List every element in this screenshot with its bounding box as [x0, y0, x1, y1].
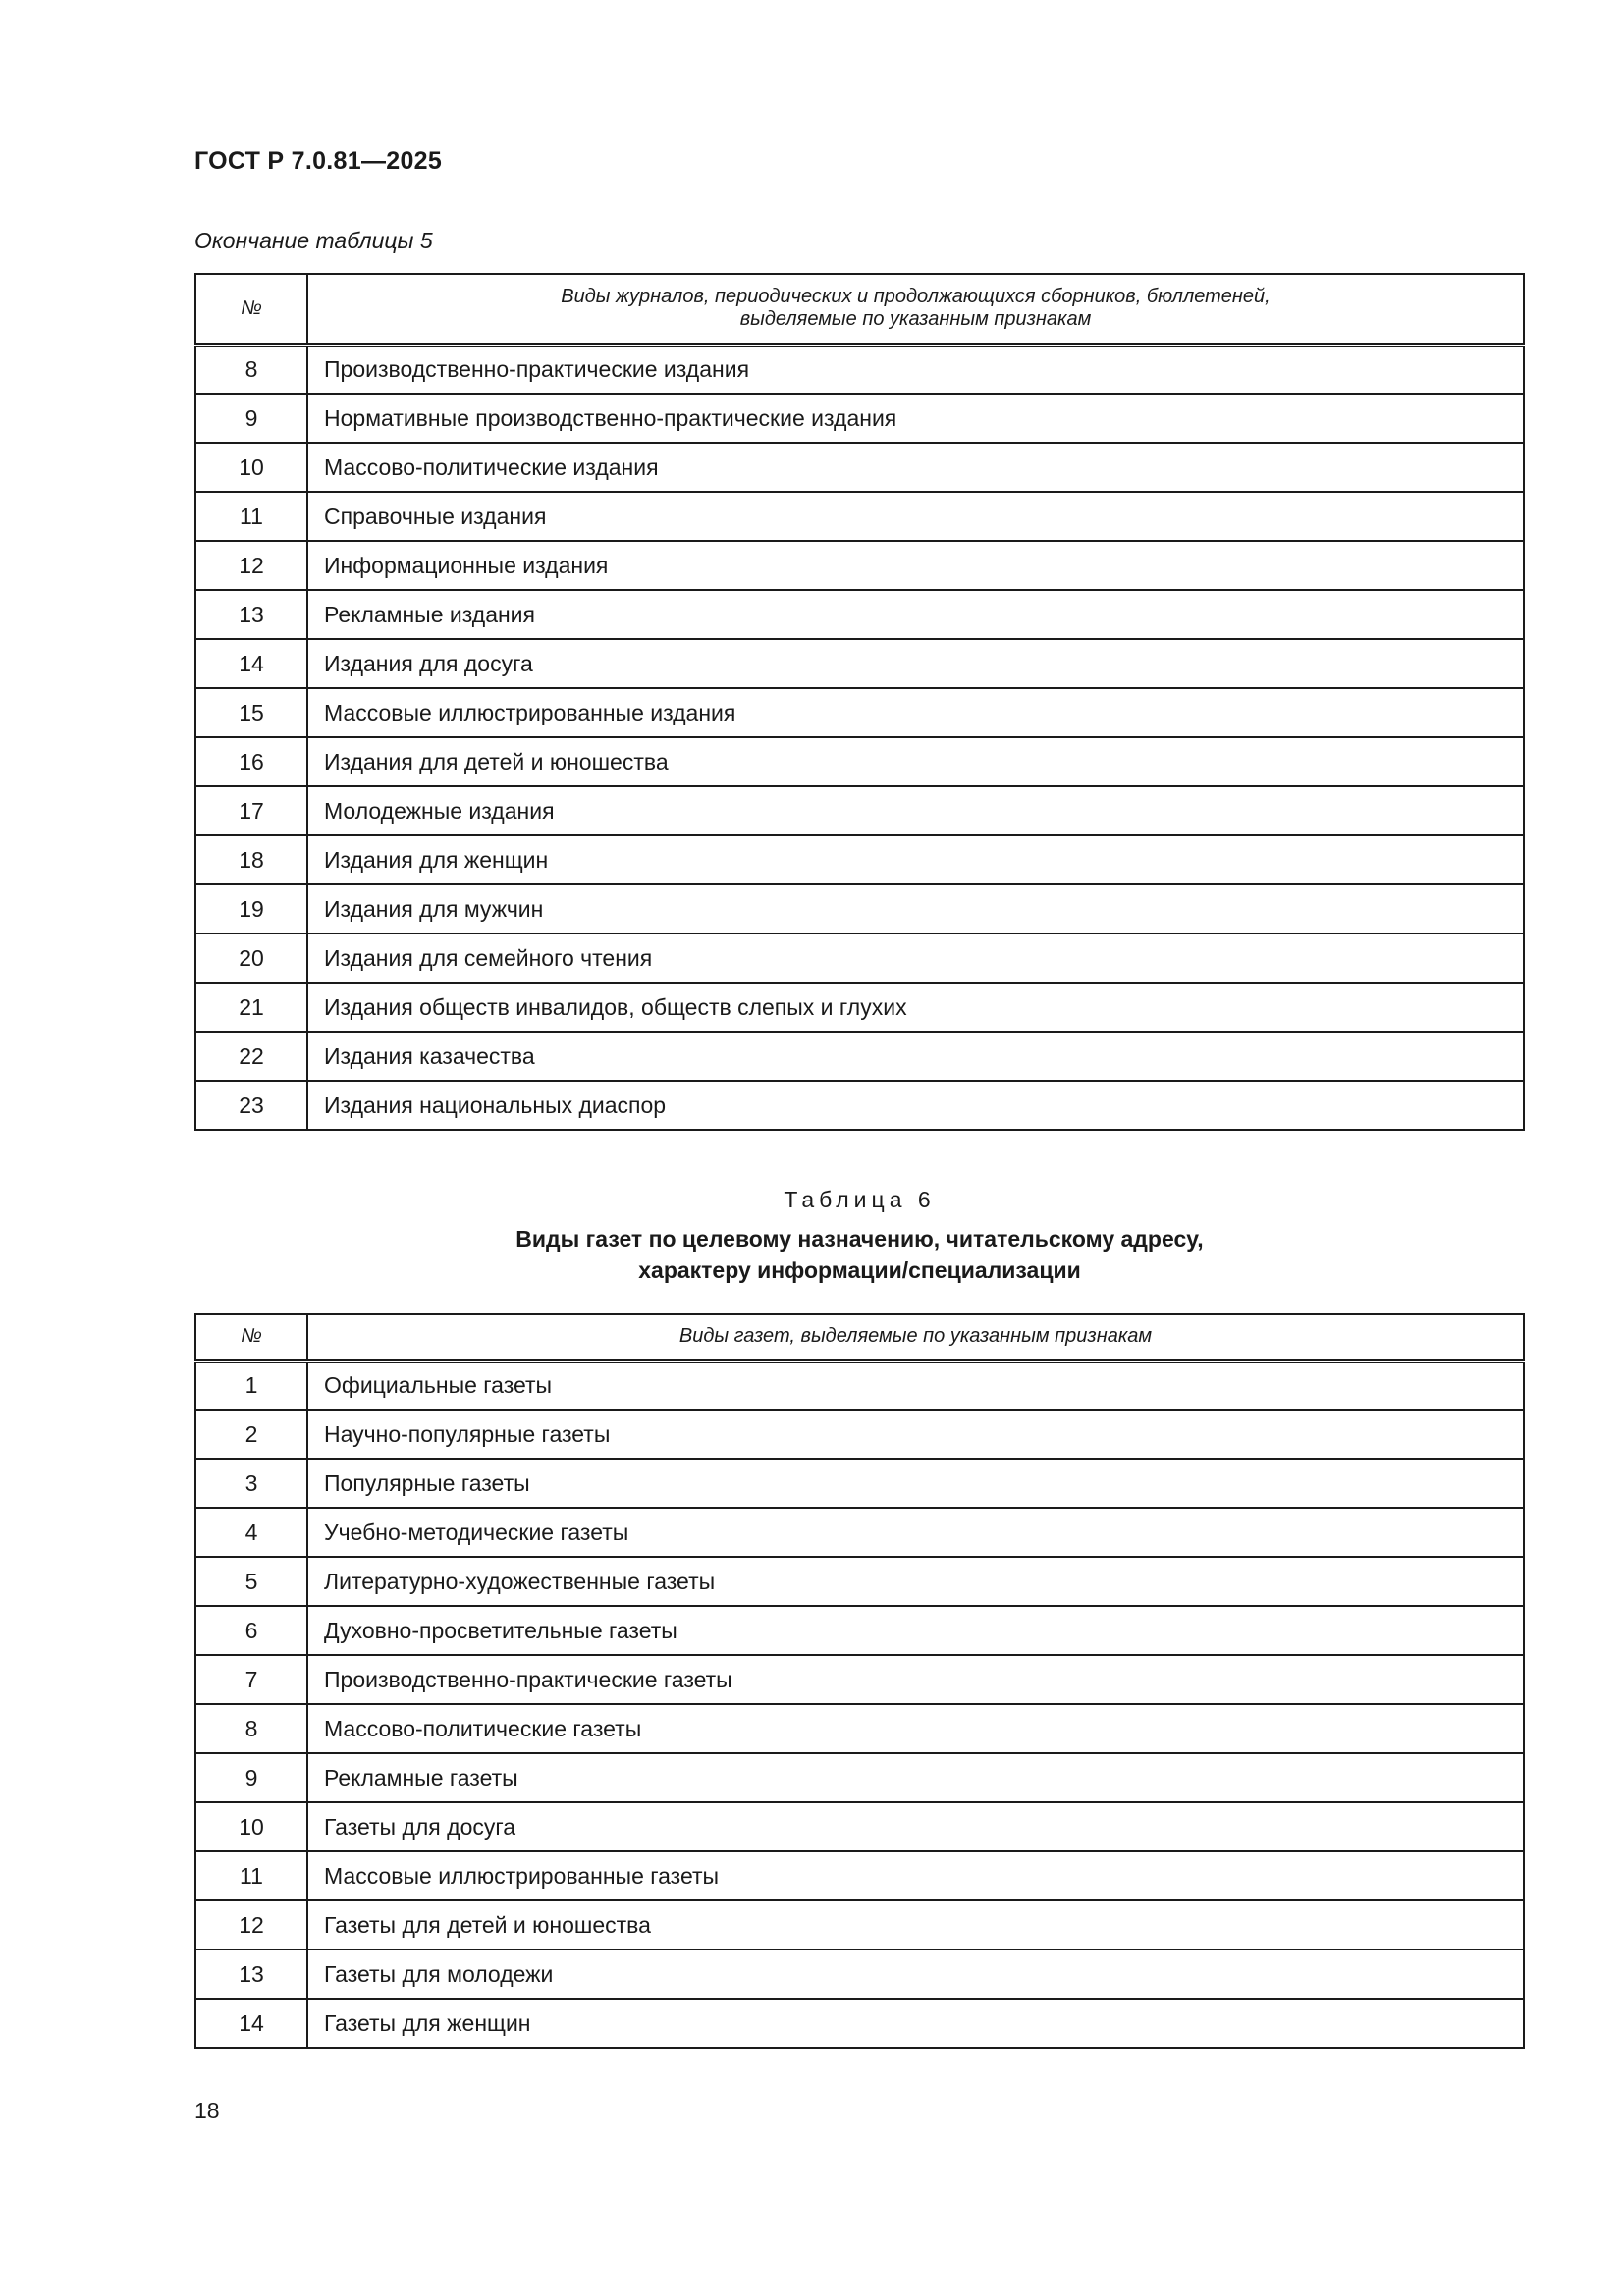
row-text: Массовые иллюстрированные издания — [307, 688, 1524, 737]
row-text: Популярные газеты — [307, 1459, 1524, 1508]
row-number: 21 — [195, 983, 307, 1032]
row-number: 9 — [195, 1753, 307, 1802]
table5-header-desc-line1: Виды журналов, периодических и продолжающихся сборников, бюллетеней, — [561, 286, 1271, 308]
row-number: 19 — [195, 884, 307, 934]
table-row — [195, 934, 1524, 983]
table-row — [195, 590, 1524, 639]
table-row — [195, 443, 1524, 492]
table6-label: Таблица 6 — [784, 1187, 936, 1212]
row-number: 7 — [195, 1655, 307, 1704]
table-row — [195, 884, 1524, 934]
table-row — [195, 1949, 1524, 1999]
table6 — [194, 1313, 1525, 2049]
table-row — [195, 1410, 1524, 1459]
table-row — [195, 1900, 1524, 1949]
row-text: Массовые иллюстрированные газеты — [307, 1851, 1524, 1900]
row-number: 14 — [195, 639, 307, 688]
row-text: Рекламные газеты — [307, 1753, 1524, 1802]
table6-title — [194, 1223, 1525, 1286]
row-number: 8 — [195, 345, 307, 394]
row-number: 8 — [195, 1704, 307, 1753]
table-row — [195, 394, 1524, 443]
table-row — [195, 639, 1524, 688]
table6-title-line2: характеру информации/специализации — [638, 1257, 1081, 1283]
row-text: Газеты для молодежи — [307, 1949, 1524, 1999]
row-number: 11 — [195, 492, 307, 541]
row-text: Информационные издания — [307, 541, 1524, 590]
row-text: Издания для детей и юношества — [307, 737, 1524, 786]
table5-header-desc — [307, 274, 1524, 345]
row-text: Массово-политические издания — [307, 443, 1524, 492]
table5 — [194, 273, 1525, 1131]
table-row — [195, 1802, 1524, 1851]
table-row — [195, 1999, 1524, 2048]
row-text: Газеты для женщин — [307, 1999, 1524, 2048]
table6-header-row — [195, 1314, 1524, 1361]
row-text: Нормативные производственно-практические издания — [307, 394, 1524, 443]
row-number: 10 — [195, 1802, 307, 1851]
table-row — [195, 786, 1524, 835]
row-text: Литературно-художественные газеты — [307, 1557, 1524, 1606]
page-number: 18 — [194, 2098, 220, 2123]
row-number: 16 — [195, 737, 307, 786]
row-number: 3 — [195, 1459, 307, 1508]
row-text: Рекламные издания — [307, 590, 1524, 639]
table-row — [195, 1557, 1524, 1606]
table-row — [195, 1753, 1524, 1802]
table-row — [195, 688, 1524, 737]
table-row — [195, 737, 1524, 786]
row-text: Издания для досуга — [307, 639, 1524, 688]
row-number: 12 — [195, 1900, 307, 1949]
row-text: Издания обществ инвалидов, обществ слепых и глухих — [307, 983, 1524, 1032]
table-row — [195, 1851, 1524, 1900]
row-number: 20 — [195, 934, 307, 983]
row-text: Справочные издания — [307, 492, 1524, 541]
row-number: 23 — [195, 1081, 307, 1130]
row-text: Учебно-методические газеты — [307, 1508, 1524, 1557]
table6-header-desc: Виды газет, выделяемые по указанным признакам — [307, 1314, 1524, 1361]
table-row — [195, 1459, 1524, 1508]
row-number: 22 — [195, 1032, 307, 1081]
row-number: 12 — [195, 541, 307, 590]
row-number: 15 — [195, 688, 307, 737]
table-row — [195, 1655, 1524, 1704]
table-row — [195, 983, 1524, 1032]
row-text: Газеты для досуга — [307, 1802, 1524, 1851]
row-number: 10 — [195, 443, 307, 492]
row-number: 17 — [195, 786, 307, 835]
row-number: 5 — [195, 1557, 307, 1606]
row-number: 11 — [195, 1851, 307, 1900]
row-number: 13 — [195, 590, 307, 639]
table-row — [195, 835, 1524, 884]
row-text: Производственно-практические издания — [307, 345, 1524, 394]
row-text: Газеты для детей и юношества — [307, 1900, 1524, 1949]
table-row — [195, 1361, 1524, 1410]
row-text: Издания для мужчин — [307, 884, 1524, 934]
table5-header-desc-line2: выделяемые по указанным признакам — [739, 308, 1092, 331]
row-text: Официальные газеты — [307, 1361, 1524, 1410]
row-number: 18 — [195, 835, 307, 884]
row-text: Научно-популярные газеты — [307, 1410, 1524, 1459]
row-number: 2 — [195, 1410, 307, 1459]
document-code: ГОСТ Р 7.0.81—2025 — [194, 147, 443, 175]
table5-header-row — [195, 274, 1524, 345]
row-text: Духовно-просветительные газеты — [307, 1606, 1524, 1655]
row-text: Издания для женщин — [307, 835, 1524, 884]
table-row — [195, 345, 1524, 394]
table6-title-line1: Виды газет по целевому назначению, читательскому адресу, — [515, 1226, 1204, 1252]
table5-header-num: № — [195, 274, 307, 345]
row-number: 6 — [195, 1606, 307, 1655]
row-number: 1 — [195, 1361, 307, 1410]
table5-continuation-caption: Окончание таблицы 5 — [194, 228, 433, 253]
table-row — [195, 1704, 1524, 1753]
table6-header-num: № — [195, 1314, 307, 1361]
row-number: 13 — [195, 1949, 307, 1999]
table-row — [195, 541, 1524, 590]
row-number: 9 — [195, 394, 307, 443]
row-text: Производственно-практические газеты — [307, 1655, 1524, 1704]
row-number: 14 — [195, 1999, 307, 2048]
row-text: Издания для семейного чтения — [307, 934, 1524, 983]
row-number: 4 — [195, 1508, 307, 1557]
row-text: Молодежные издания — [307, 786, 1524, 835]
row-text: Массово-политические газеты — [307, 1704, 1524, 1753]
table-row — [195, 1081, 1524, 1130]
row-text: Издания национальных диаспор — [307, 1081, 1524, 1130]
table-row — [195, 492, 1524, 541]
table-row — [195, 1508, 1524, 1557]
table-row — [195, 1032, 1524, 1081]
table-row — [195, 1606, 1524, 1655]
row-text: Издания казачества — [307, 1032, 1524, 1081]
